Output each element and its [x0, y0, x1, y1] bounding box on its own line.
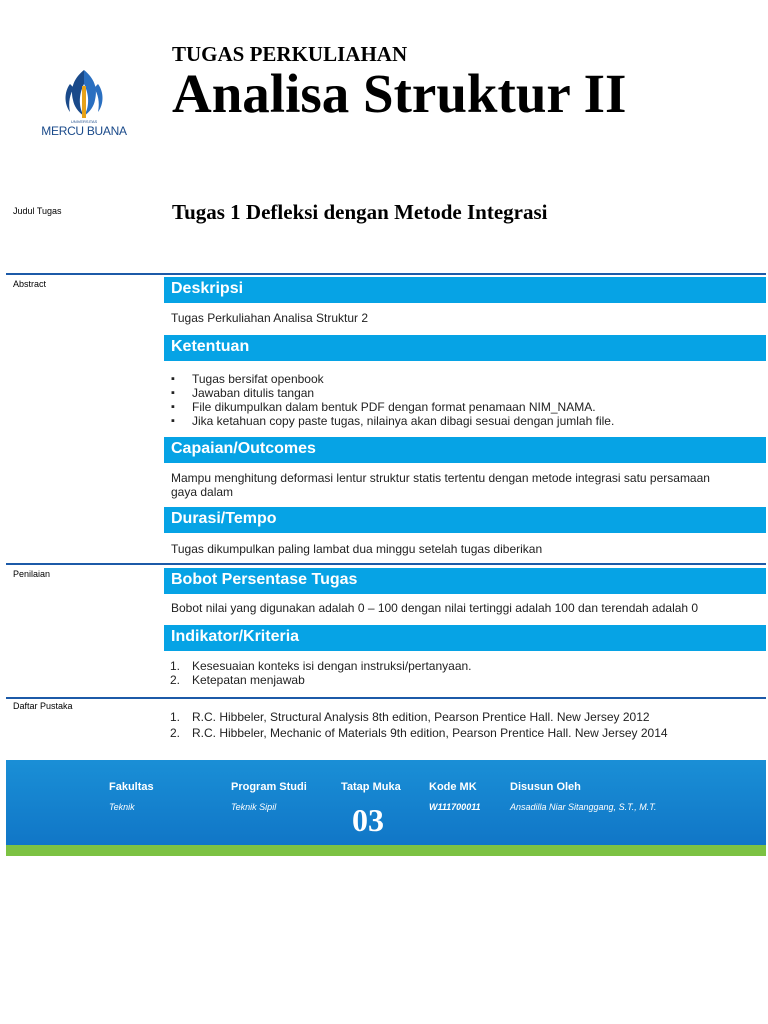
list-item: 1. R.C. Hibbeler, Structural Analysis 8th edition, Pearson Prentice Hall. New Jersey 2012: [171, 710, 668, 724]
prodi-value: Teknik Sipil: [231, 802, 277, 812]
separator-penilaian: [6, 563, 766, 565]
task-label: Judul Tugas: [13, 206, 62, 216]
list-item: ▪ File dikumpulkan dalam bentuk PDF dengan format penamaan NIM_NAMA.: [171, 400, 614, 414]
bobot-heading: Bobot Persentase Tugas: [164, 568, 766, 594]
tatap-muka-label: Tatap Muka: [341, 781, 401, 793]
penilaian-label: Penilaian: [13, 569, 51, 579]
capaian-text-line-1: Mampu menghitung deformasi lentur struktur statis tertentu dengan metode integrasi satu persamaan: [171, 471, 710, 485]
indikator-heading: Indikator/Kriteria: [164, 625, 766, 651]
disusun-value: Ansadilla Niar Sitanggang, S.T., M.T.: [510, 802, 657, 812]
university-logo: [36, 66, 132, 140]
abstract-label: Abstract: [13, 279, 47, 289]
ketentuan-heading: Ketentuan: [164, 335, 766, 361]
list-item: 2. Ketepatan menjawab: [171, 673, 472, 687]
kode-mk-label: Kode MK: [429, 781, 477, 793]
list-item: ▪ Tugas bersifat openbook: [171, 372, 614, 386]
durasi-heading: Durasi/Tempo: [164, 507, 766, 533]
tatap-muka-value: 03: [352, 802, 384, 838]
disusun-label: Disusun Oleh: [510, 781, 581, 793]
deskripsi-heading: Deskripsi: [164, 277, 766, 303]
capaian-heading: Capaian/Outcomes: [164, 437, 766, 463]
svg-text:UNIVERSITAS: UNIVERSITAS: [70, 119, 98, 124]
capaian-text-line-2: gaya dalam: [171, 485, 234, 499]
separator-abstract: [6, 273, 766, 275]
prodi-label: Program Studi: [231, 781, 307, 793]
bobot-text: Bobot nilai yang digunakan adalah 0 – 100 dengan nilai tertinggi adalah 100 dan terendah adalah 0: [171, 601, 699, 615]
course-kicker: TUGAS PERKULIAHAN: [172, 42, 408, 66]
pustaka-list: [171, 710, 668, 740]
list-item: 1. Kesesuaian konteks isi dengan instruksi/pertanyaan.: [171, 659, 472, 673]
flame-logo-icon: [36, 66, 132, 124]
course-title: Analisa Struktur II: [172, 63, 627, 124]
pustaka-label: Daftar Pustaka: [13, 701, 73, 711]
separator-pustaka: [6, 697, 766, 699]
durasi-text: Tugas dikumpulkan paling lambat dua minggu setelah tugas diberikan: [171, 542, 543, 556]
indikator-list: [171, 659, 472, 687]
list-item: ▪ Jawaban ditulis tangan: [171, 386, 614, 400]
task-title: Tugas 1 Defleksi dengan Metode Integrasi: [172, 200, 548, 224]
logo-text: MERCU BUANA: [41, 124, 127, 138]
ketentuan-list: [171, 372, 614, 428]
list-item: ▪ Jika ketahuan copy paste tugas, nilainya akan dibagi sesuai dengan jumlah file.: [171, 414, 614, 428]
list-item: 2. R.C. Hibbeler, Mechanic of Materials 9th edition, Pearson Prentice Hall. New Jersey 2014: [171, 726, 668, 740]
fakultas-label: Fakultas: [109, 781, 154, 793]
footer-accent-strip: [6, 845, 766, 856]
kode-mk-value: W111700011: [429, 802, 481, 812]
deskripsi-text: Tugas Perkuliahan Analisa Struktur 2: [171, 311, 368, 325]
fakultas-value: Teknik: [109, 802, 135, 812]
